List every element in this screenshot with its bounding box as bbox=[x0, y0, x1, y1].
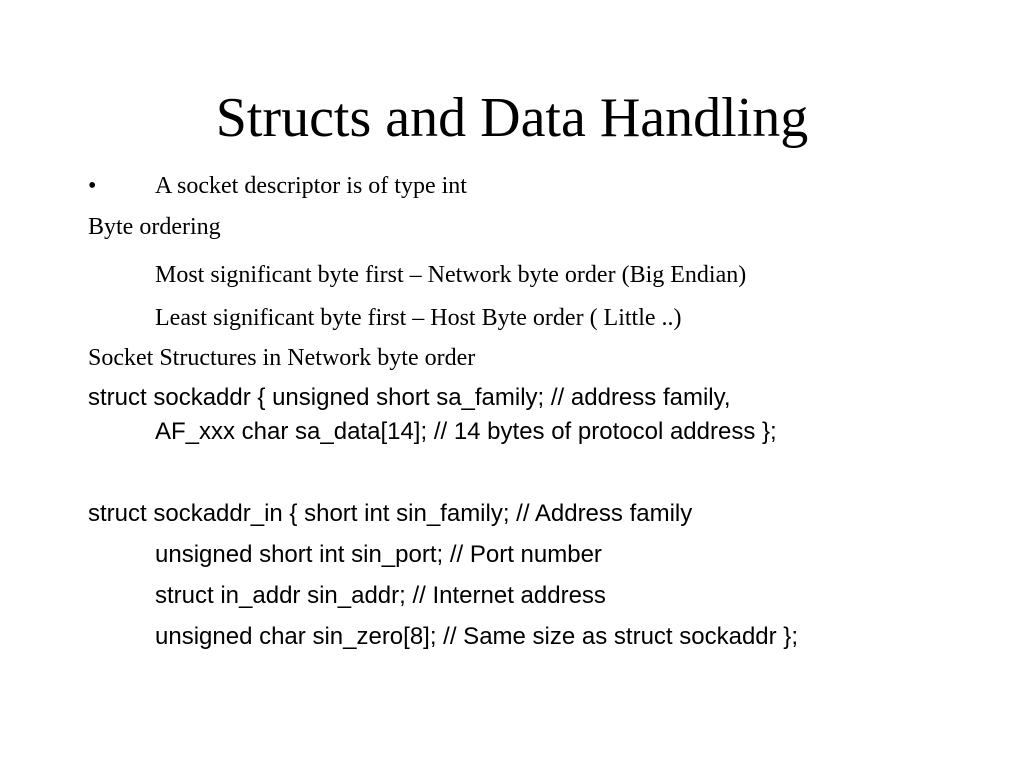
socket-structures-heading: Socket Structures in Network byte order bbox=[88, 345, 476, 371]
slide-title: Structs and Data Handling bbox=[215, 87, 809, 149]
bullet-icon: • bbox=[88, 173, 97, 199]
sockaddr-in-sin-addr: struct in_addr sin_addr; // Internet address bbox=[155, 582, 606, 609]
byte-order-item-msb: Most significant byte first – Network byte order (Big Endian) bbox=[155, 262, 747, 288]
byte-order-item-lsb: Least significant byte first – Host Byte order ( Little ..) bbox=[155, 305, 682, 331]
sockaddr-line-1: struct sockaddr { unsigned short sa_family; // address family, bbox=[88, 384, 731, 411]
sockaddr-line-2: AF_xxx char sa_data[14]; // 14 bytes of protocol address }; bbox=[155, 418, 777, 445]
sockaddr-in-sin-zero: unsigned char sin_zero[8]; // Same size as struct sockaddr }; bbox=[155, 623, 798, 650]
sockaddr-in-line-1: struct sockaddr_in { short int sin_family; // Address family bbox=[88, 500, 693, 527]
bullet-socket-descriptor: A socket descriptor is of type int bbox=[155, 173, 467, 199]
byte-ordering-heading: Byte ordering bbox=[88, 214, 221, 240]
sockaddr-in-sin-port: unsigned short int sin_port; // Port number bbox=[155, 541, 602, 568]
